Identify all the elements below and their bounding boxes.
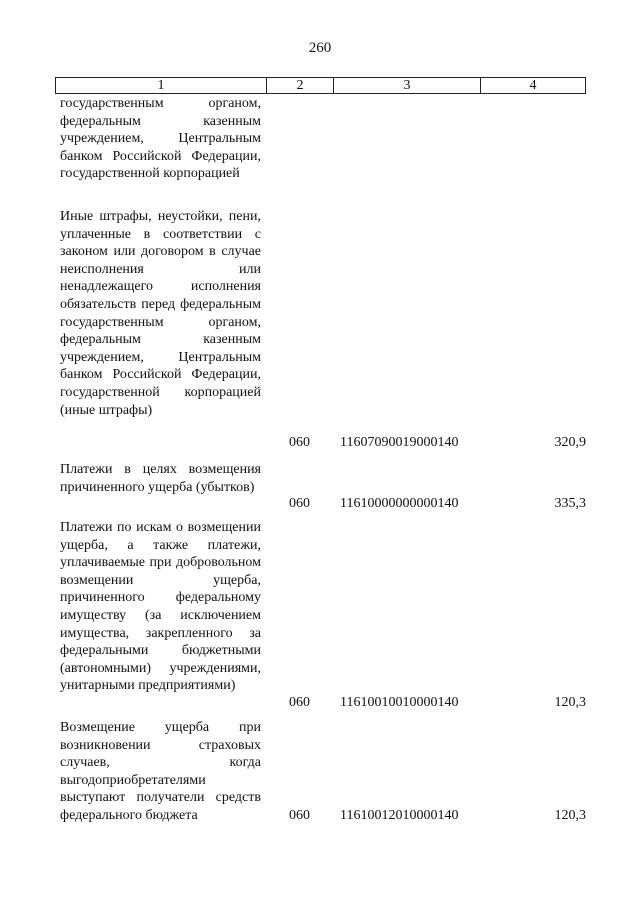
row-description: Иные штрафы, неустойки, пени, уплаченные в соответствии с законом или договором в случае неисполнения или ненадлежащего исполнения обязательств перед федеральным государственным органом, федеральным казенным учреждением, Центральным банком Российской Федерации, государственной корпорацией (иные штрафы) bbox=[60, 209, 261, 418]
header-col-3: 3 bbox=[334, 78, 481, 93]
row-kbk-code: 11610000000000140 bbox=[340, 496, 459, 511]
row-amount: 320,9 bbox=[554, 435, 586, 450]
row-kbk-code: 11610010010000140 bbox=[340, 695, 459, 710]
row-amount: 120,3 bbox=[554, 808, 586, 823]
row-description: Платежи в целях возмещения причиненного ущерба (убытков) bbox=[60, 462, 261, 495]
table-row bbox=[0, 719, 640, 829]
table-header bbox=[55, 77, 586, 94]
row-description: Возмещение ущерба при возникновении страховых случаев, когда выгодоприобретателями выступают получатели средств федерального бюджета bbox=[60, 720, 261, 823]
row-kbk-code: 11610012010000140 bbox=[340, 808, 459, 823]
row-admin-code: 060 bbox=[289, 496, 310, 511]
table-row bbox=[0, 461, 640, 521]
row-admin-code: 060 bbox=[289, 435, 310, 450]
page-number: 260 bbox=[308, 40, 332, 56]
row-amount: 120,3 bbox=[554, 695, 586, 710]
table-row bbox=[0, 519, 640, 714]
header-col-4: 4 bbox=[529, 78, 537, 93]
table-row bbox=[0, 95, 640, 205]
header-col-2: 2 bbox=[267, 78, 334, 93]
row-kbk-code: 11607090019000140 bbox=[340, 435, 459, 450]
row-description: Платежи по искам о возмещении ущерба, а также платежи, уплачиваемые при добровольном возмещении ущерба, причиненного федеральному имуществу (за исключением имущества, закрепленного за федеральными бюджетными (автономными) учреждениями, унитарными предприятиями) bbox=[60, 520, 261, 694]
row-amount: 335,3 bbox=[554, 496, 586, 511]
row-description: государственным органом, федеральным казенным учреждением, Центральным банком Российской Федерации, государственной корпорацией bbox=[60, 96, 261, 182]
table-row bbox=[0, 208, 640, 458]
row-admin-code: 060 bbox=[289, 695, 310, 710]
row-admin-code: 060 bbox=[289, 808, 310, 823]
header-col-1: 1 bbox=[56, 78, 267, 93]
